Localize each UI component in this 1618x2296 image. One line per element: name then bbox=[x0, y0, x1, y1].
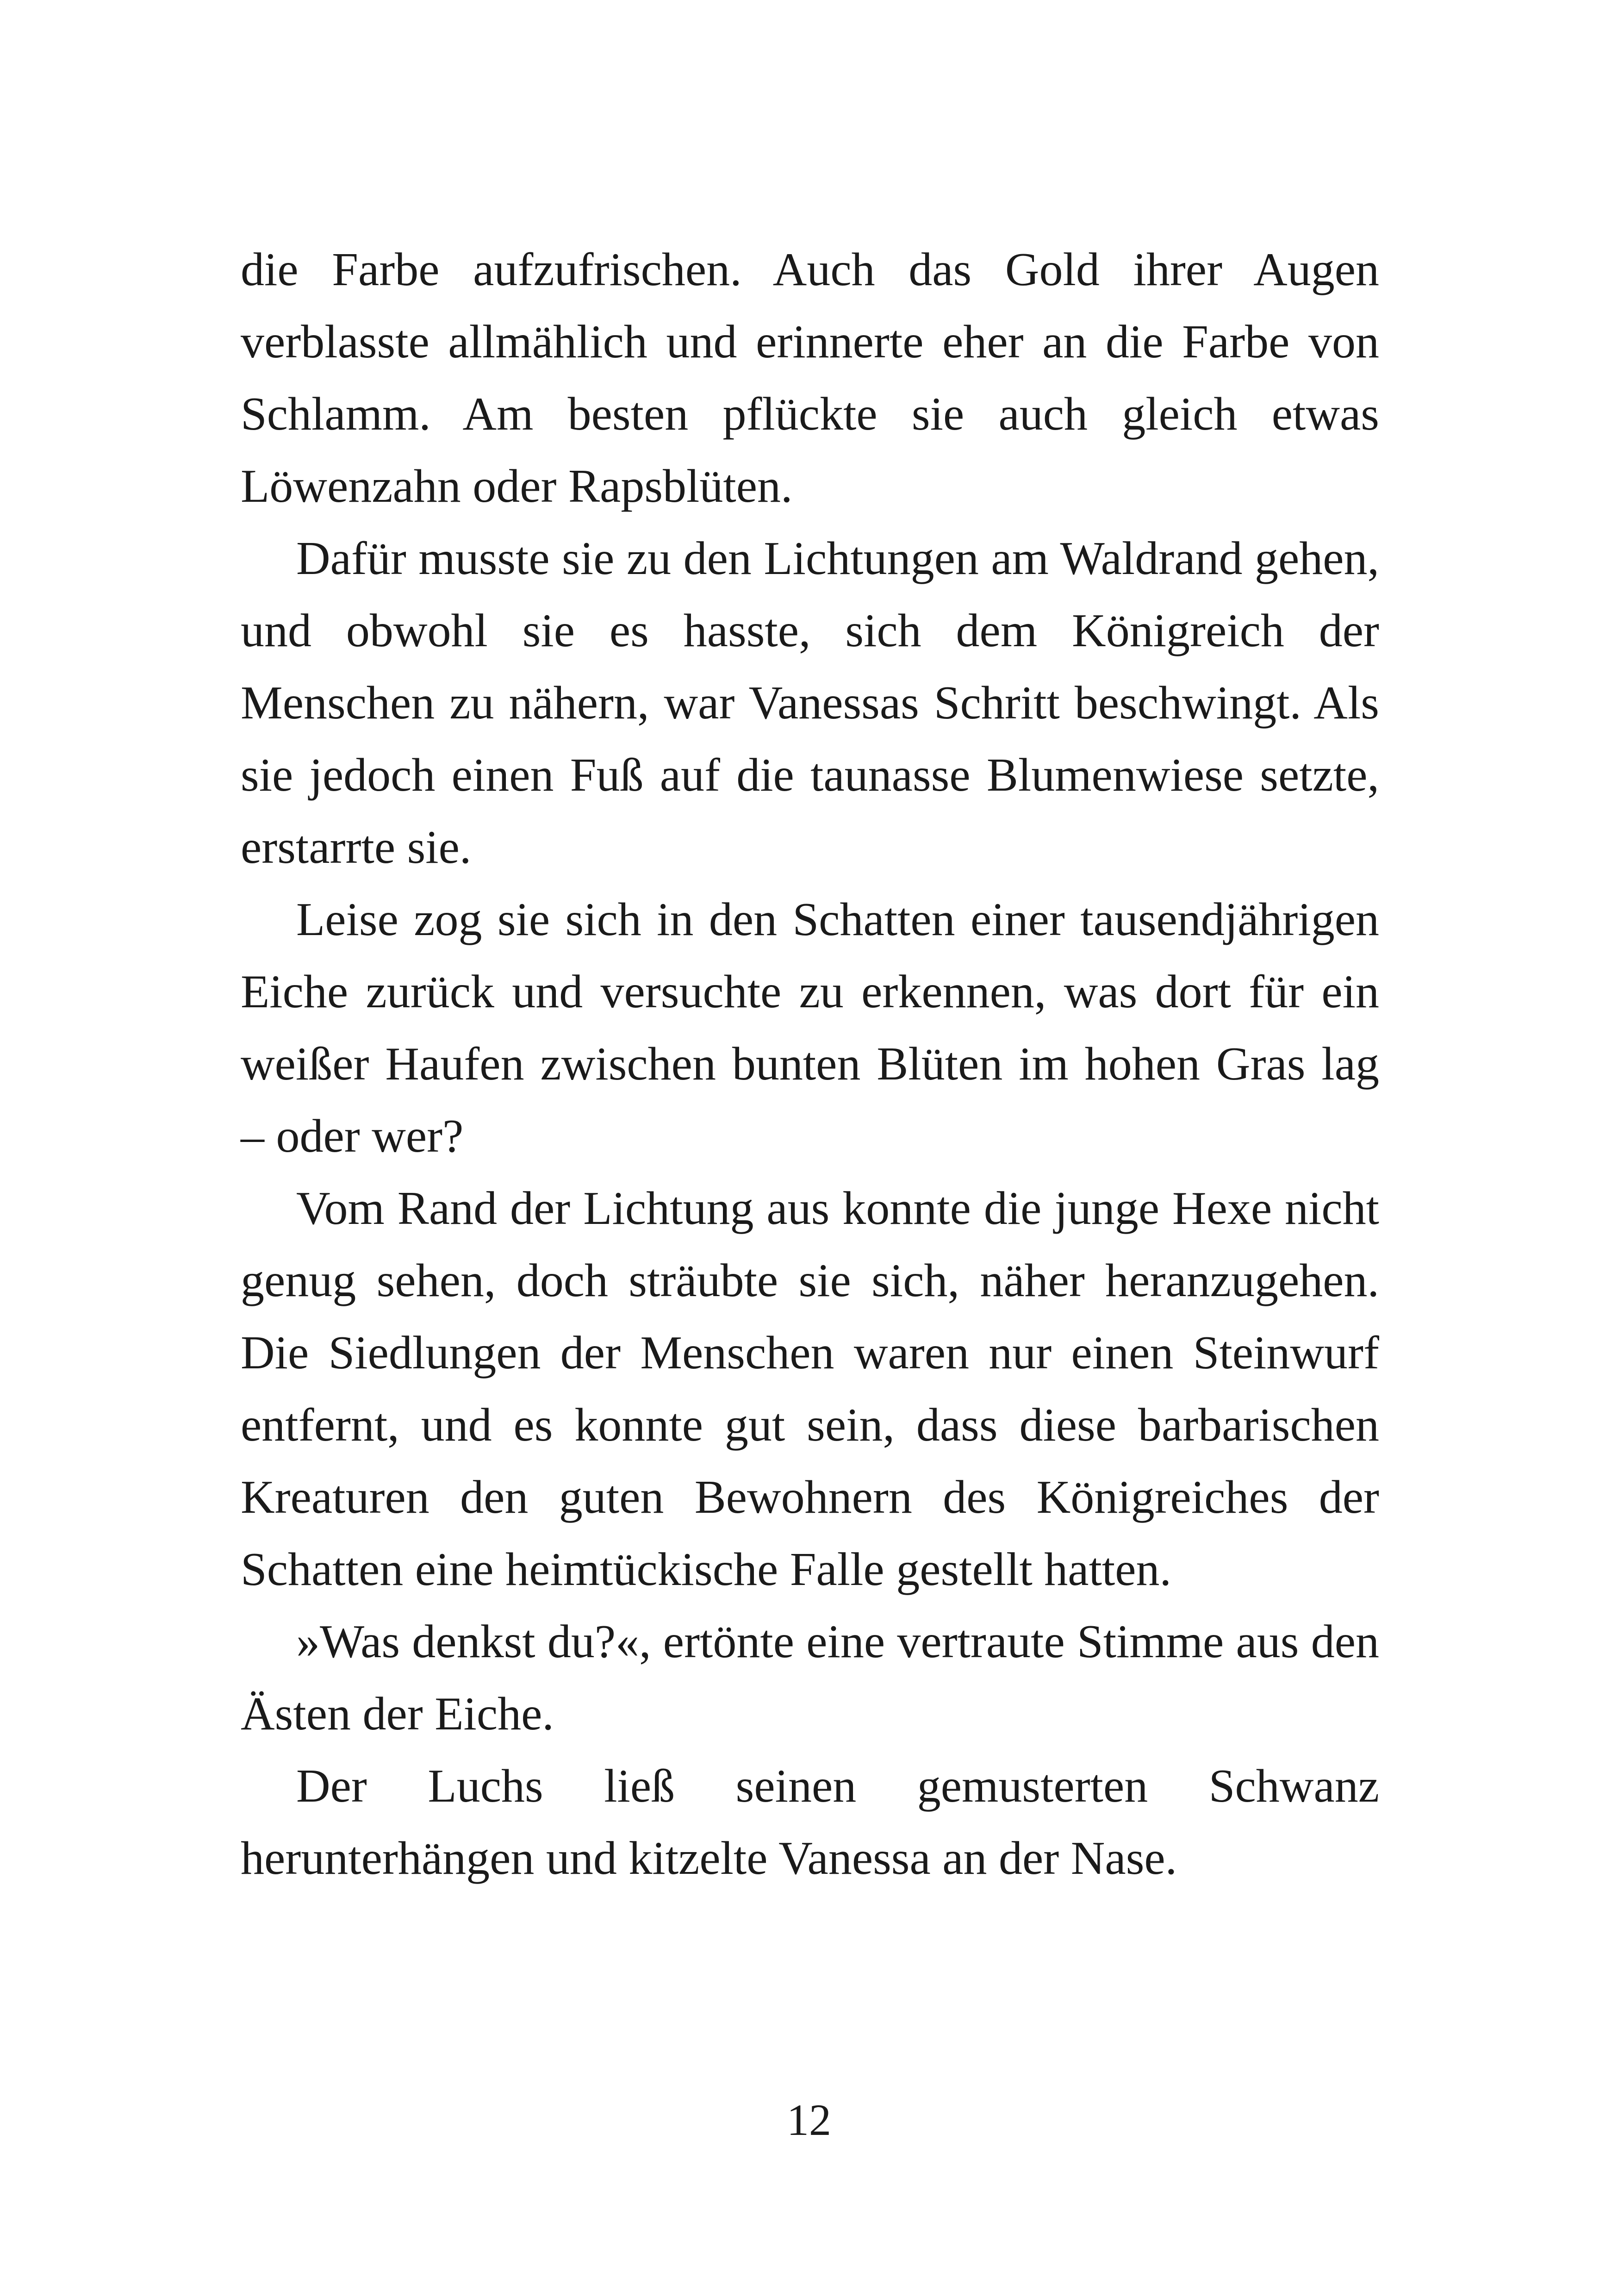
paragraph-6: Der Luchs ließ seinen gemusterten Schwanz herunterhängen und kitzelte Vanessa an der Nase. bbox=[241, 1760, 1379, 1884]
paragraph-3: Leise zog sie sich in den Schatten einer tausendjährigen Eiche zurück und versuchte zu erkennen, was dort für ein weißer Haufen zwischen bunten Blüten im hohen Gras lag – oder wer? bbox=[241, 893, 1379, 1162]
paragraph-2: Dafür musste sie zu den Lichtungen am Waldrand gehen, und obwohl sie es hasste, sich dem Königreich der Menschen zu nähern, war Vanessas Schritt beschwingt. Als sie jedoch einen Fuß auf die taunasse Blumenwiese setzte, erstarrte sie. bbox=[241, 532, 1379, 873]
page-number: 12 bbox=[787, 2095, 831, 2145]
paragraph-4: Vom Rand der Lichtung aus konnte die junge Hexe nicht genug sehen, doch sträubte sie sich, näher heranzugehen. Die Siedlungen der Menschen waren nur einen Steinwurf entfernt, und es konnte gut sein, dass diese barbarischen Kreaturen den guten Bewohnern des Königreiches der Schatten eine heimtückische Falle gestellt hatten. bbox=[241, 1182, 1379, 1596]
body-text bbox=[241, 234, 1379, 1895]
paragraph-1: die Farbe aufzufrischen. Auch das Gold ihrer Augen verblasste allmählich und erinnerte eher an die Farbe von Schlamm. Am besten pflückte sie auch gleich etwas Löwenzahn oder Rapsblüten. bbox=[241, 243, 1379, 512]
paragraph-5: »Was denkst du?«, ertönte eine vertraute Stimme aus den Ästen der Eiche. bbox=[241, 1616, 1379, 1740]
